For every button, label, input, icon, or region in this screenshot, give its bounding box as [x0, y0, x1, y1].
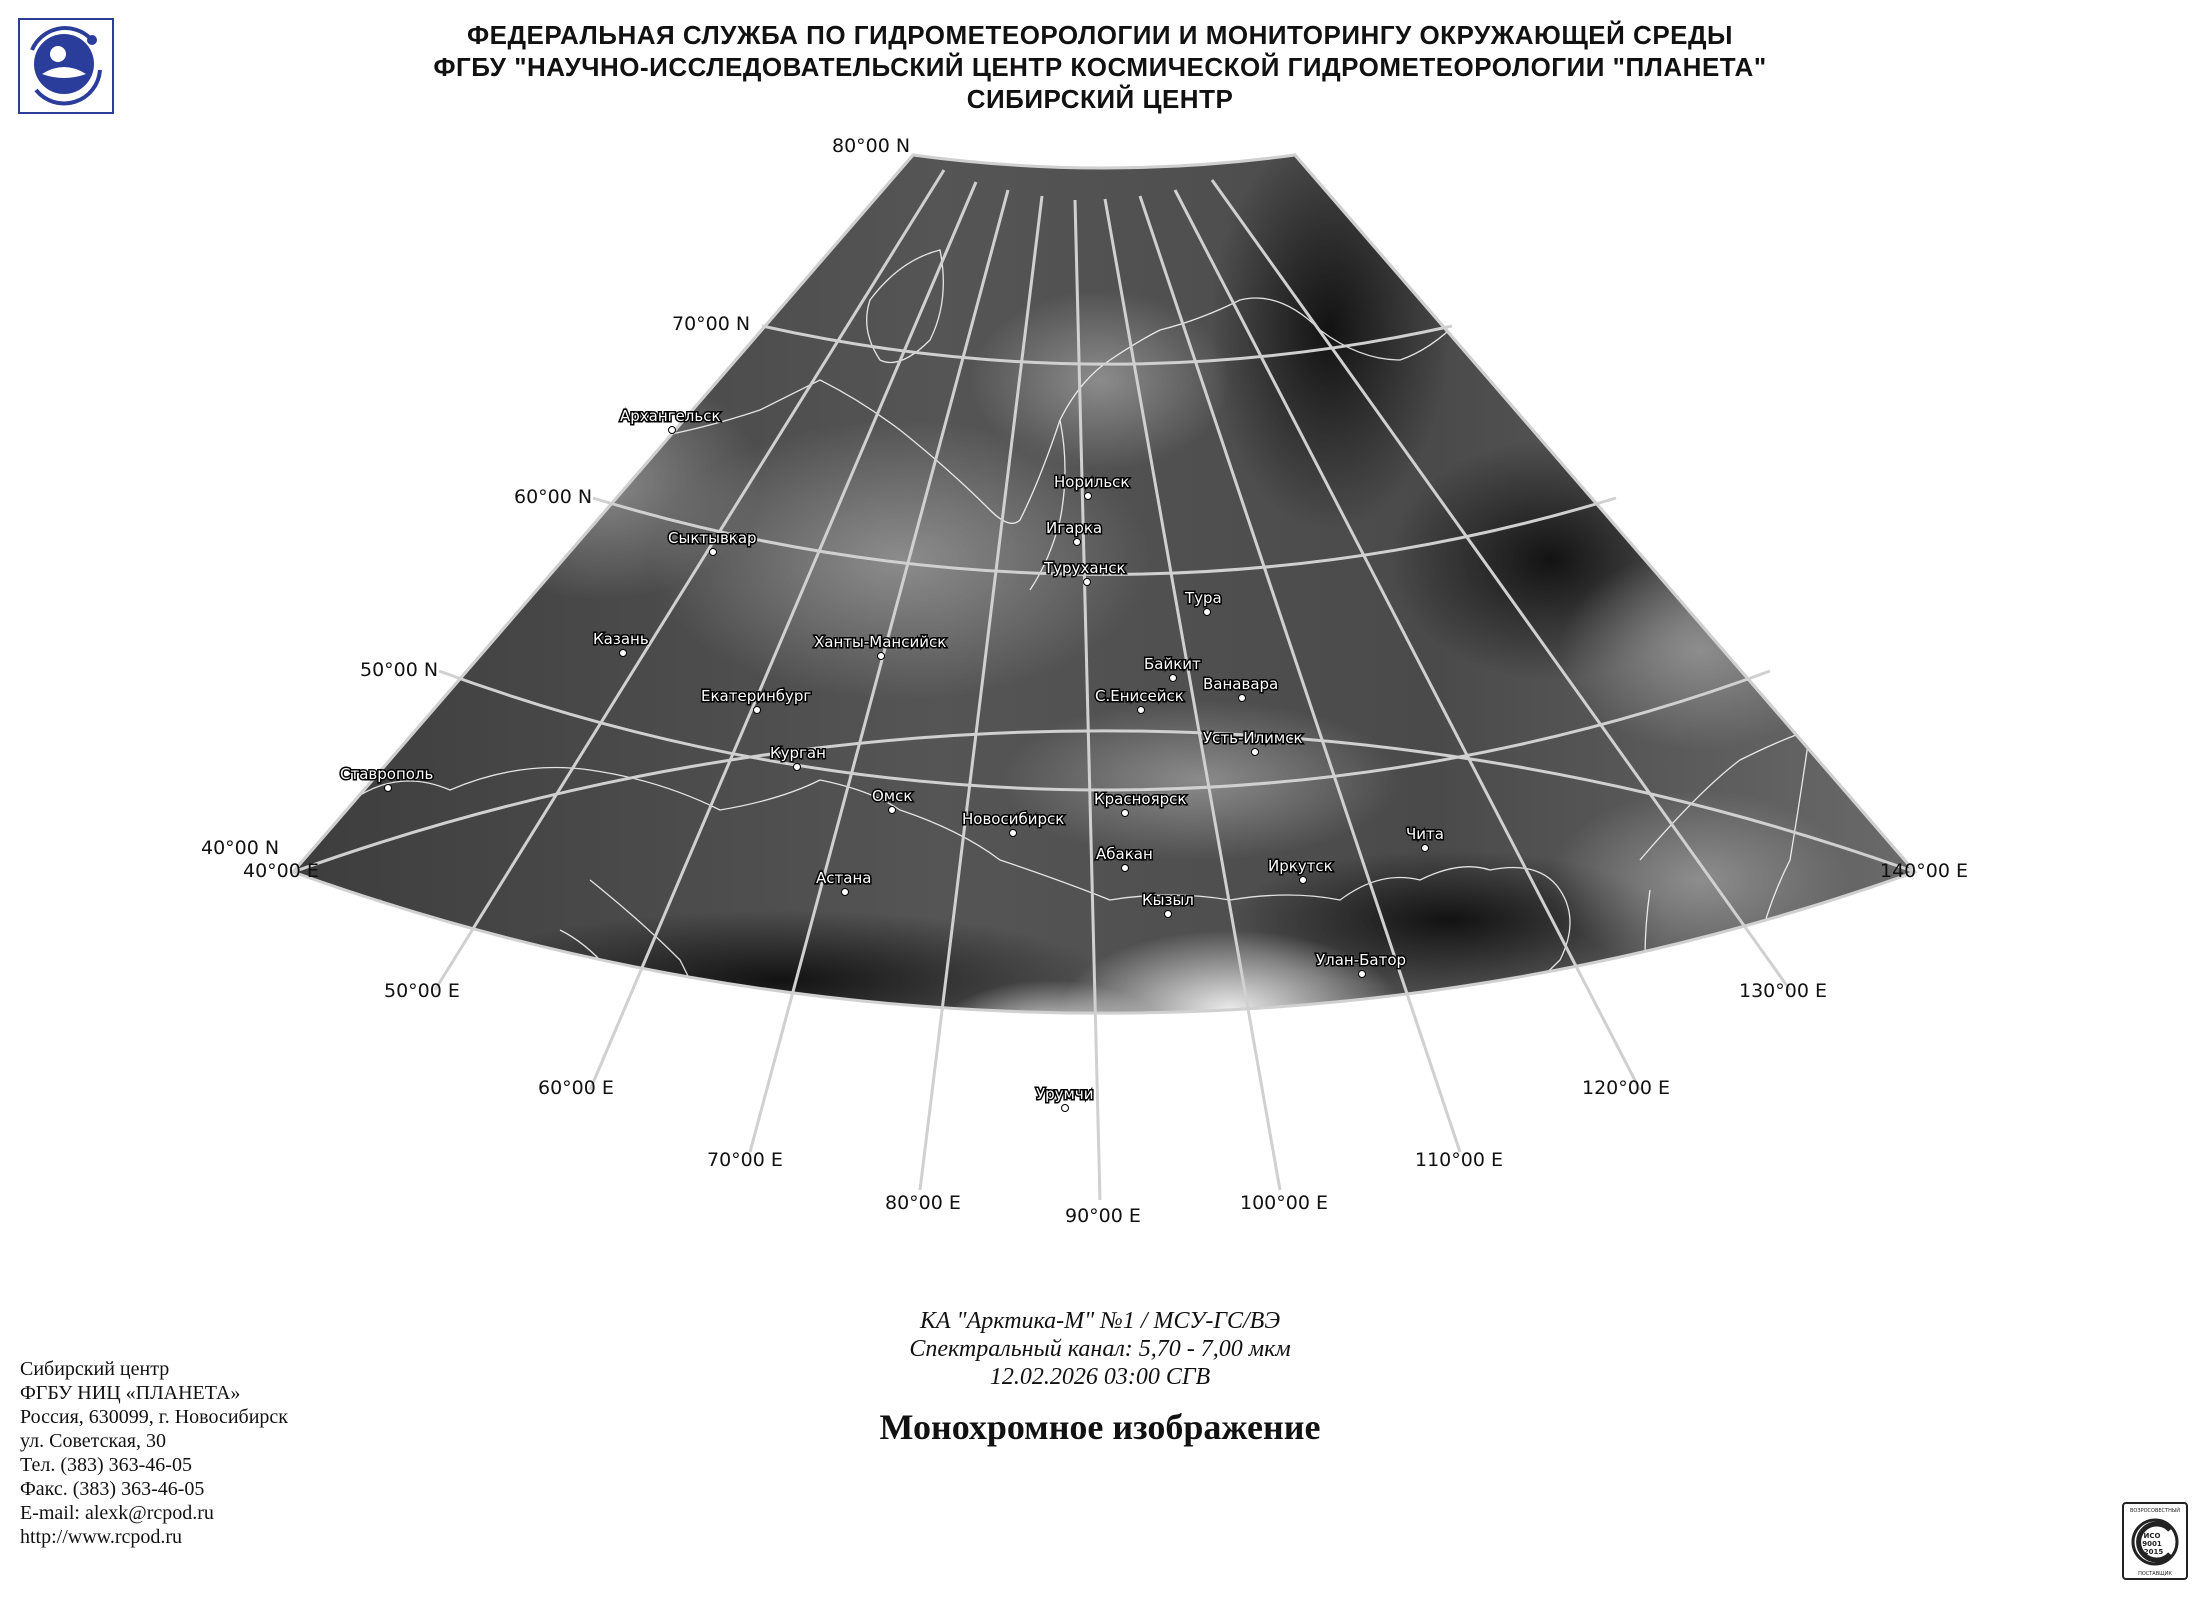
image-title: Монохромное изображение	[879, 1407, 1321, 1447]
lon-label-130: 130°00 E	[1739, 980, 1827, 1002]
svg-text:Усть-Илимск: Усть-Илимск	[1203, 729, 1303, 747]
svg-text:ВОЗРОСОВЕСТНЫЙ: ВОЗРОСОВЕСТНЫЙ	[2130, 1508, 2180, 1514]
satellite-imagery	[280, 130, 1930, 1220]
svg-text:Казань: Казань	[593, 630, 649, 648]
svg-text:9001: 9001	[2142, 1540, 2162, 1548]
svg-text:Абакан: Абакан	[1096, 845, 1153, 863]
lon-label-40: 40°00 E	[243, 860, 319, 882]
svg-text:Улан-Батор: Улан-Батор	[1316, 951, 1407, 969]
svg-text:Чита: Чита	[1406, 825, 1444, 843]
svg-text:Астана: Астана	[816, 869, 872, 887]
svg-text:Иркутск: Иркутск	[1268, 857, 1333, 875]
city-urumqi	[1036, 1085, 1093, 1112]
lon-label-110: 110°00 E	[1415, 1149, 1503, 1171]
contact-line-1: Сибирский центр	[20, 1358, 170, 1380]
svg-text:Игарка: Игарка	[1046, 519, 1103, 537]
contact-line-4: ул. Советская, 30	[20, 1430, 166, 1452]
lat-label-80: 80°00 N	[832, 135, 911, 157]
svg-text:ИСО: ИСО	[2143, 1532, 2161, 1540]
svg-text:Тура: Тура	[1185, 589, 1222, 607]
contact-line-2: ФГБУ НИЦ «ПЛАНЕТА»	[20, 1382, 241, 1404]
header-line-2: ФГБУ "НАУЧНО-ИССЛЕДОВАТЕЛЬСКИЙ ЦЕНТР КОСМИЧЕСКОЙ ГИДРОМЕТЕОРОЛОГИИ "ПЛАНЕТА"	[433, 52, 1767, 82]
svg-text:Кызыл: Кызыл	[1142, 891, 1194, 909]
contact-line-5: Тел. (383) 363-46-05	[20, 1454, 192, 1476]
lon-label-120: 120°00 E	[1582, 1077, 1670, 1099]
header-line-3: СИБИРСКИЙ ЦЕНТР	[966, 84, 1234, 114]
svg-text:Ханты-Мансийск: Ханты-Мансийск	[814, 633, 947, 651]
svg-text:Урумчи: Урумчи	[1036, 1085, 1094, 1103]
svg-text:С.Енисейск: С.Енисейск	[1095, 687, 1184, 705]
svg-text:Байкит: Байкит	[1144, 655, 1201, 673]
lat-label-40: 40°00 N	[201, 837, 280, 859]
svg-text:Норильск: Норильск	[1054, 473, 1130, 491]
svg-text:ПОСТАВЩИК: ПОСТАВЩИК	[2138, 1571, 2172, 1577]
contact-line-3: Россия, 630099, г. Новосибирск	[20, 1406, 289, 1428]
header-line-1: ФЕДЕРАЛЬНАЯ СЛУЖБА ПО ГИДРОМЕТЕОРОЛОГИИ И МОНИТОРИНГУ ОКРУЖАЮЩЕЙ СРЕДЫ	[466, 20, 1733, 50]
lon-label-80: 80°00 E	[885, 1192, 961, 1214]
iso-certification-badge	[2122, 1502, 2188, 1580]
lat-label-70: 70°00 N	[672, 313, 751, 335]
svg-text:Сыктывкар: Сыктывкар	[668, 529, 757, 547]
svg-text:Архангельск: Архангельск	[620, 407, 721, 425]
svg-text:Ванавара: Ванавара	[1203, 675, 1279, 693]
contact-line-6: Факс. (383) 363-46-05	[20, 1478, 205, 1500]
lon-label-100: 100°00 E	[1240, 1192, 1328, 1214]
lat-label-60: 60°00 N	[514, 486, 593, 508]
lon-label-70: 70°00 E	[707, 1149, 783, 1171]
svg-text:Курган: Курган	[770, 744, 826, 762]
svg-text:Красноярск: Красноярск	[1094, 790, 1187, 808]
svg-text:Ставрополь: Ставрополь	[340, 765, 434, 783]
caption-satellite: КА "Арктика-М" №1 / МСУ-ГС/ВЭ	[919, 1308, 1281, 1334]
lon-label-50: 50°00 E	[384, 980, 460, 1002]
svg-text:Туруханск: Туруханск	[1044, 559, 1126, 577]
lat-label-50: 50°00 N	[360, 659, 439, 681]
caption-datetime: 12.02.2026 03:00 СГВ	[989, 1364, 1211, 1390]
svg-text:Омск: Омск	[872, 787, 913, 805]
svg-text:-2015: -2015	[2140, 1548, 2164, 1556]
caption-channel: Спектральный канал: 5,70 - 7,00 мкм	[909, 1336, 1291, 1362]
lon-label-140: 140°00 E	[1880, 860, 1968, 882]
lon-label-90: 90°00 E	[1065, 1205, 1141, 1227]
svg-text:Екатеринбург: Екатеринбург	[701, 687, 812, 705]
lon-label-60: 60°00 E	[538, 1077, 614, 1099]
svg-text:Новосибирск: Новосибирск	[962, 810, 1065, 828]
contact-website-link[interactable]: http://www.rcpod.ru	[20, 1526, 183, 1548]
contact-email[interactable]: E-mail: alexk@rcpod.ru	[20, 1502, 214, 1524]
